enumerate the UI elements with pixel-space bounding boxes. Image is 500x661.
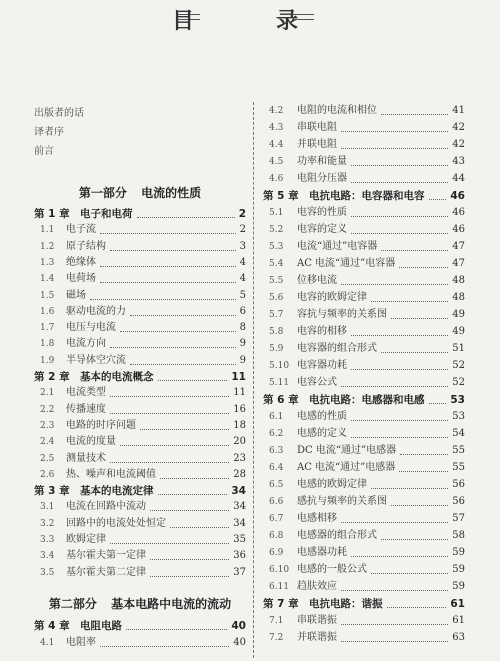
section-title: 传播速度	[66, 403, 106, 415]
page-number: 57	[450, 511, 465, 527]
page-number: 40	[231, 635, 246, 651]
page-number: 34	[231, 516, 246, 532]
dot-leader	[160, 478, 229, 479]
dot-leader	[126, 629, 227, 630]
page-number: 5	[238, 288, 246, 304]
dot-leader	[150, 510, 229, 511]
section-title: 电压与电流	[66, 322, 116, 334]
dot-leader	[100, 266, 236, 267]
section-number: 6.4	[269, 463, 284, 473]
section-title: 电阻的电流和相位	[297, 105, 377, 116]
part-title: 电流的性质	[141, 186, 202, 200]
page-number: 63	[450, 630, 465, 646]
toc-section-entry	[263, 358, 465, 374]
toc-section-entry	[263, 630, 465, 646]
column-divider	[253, 102, 254, 658]
section-title: 电容的欧姆定律	[297, 292, 367, 303]
section-title: 并联谐振	[297, 632, 337, 643]
section-number: 6.10	[269, 565, 290, 575]
section-number: 2.3	[40, 420, 55, 431]
dot-leader	[140, 429, 229, 430]
page-number: 11	[231, 371, 246, 383]
section-title: 电容的性质	[297, 207, 347, 218]
toc-chapter-entry	[263, 392, 465, 408]
toc-section-entry	[263, 579, 465, 595]
page-number: 20	[231, 434, 246, 450]
toc-section-entry	[34, 548, 246, 564]
toc-section-entry	[263, 409, 465, 425]
section-number: 7.2	[269, 633, 284, 643]
dot-leader	[351, 233, 448, 234]
toc-section-entry	[263, 307, 465, 323]
section-number: 6.1	[269, 412, 284, 422]
page-number: 4	[238, 255, 246, 271]
part-label: 第一部分	[78, 186, 127, 200]
toc-section-entry	[34, 353, 246, 369]
section-number: 3.4	[40, 551, 55, 562]
dot-leader	[341, 590, 448, 591]
toc-section-entry	[263, 290, 465, 306]
chapter-title: 电抗电路：电容器和电容	[309, 190, 425, 202]
dot-leader	[110, 543, 229, 544]
section-title: 电感的一般公式	[297, 564, 367, 575]
toc-section-entry	[263, 511, 465, 527]
section-title: 电路的时序问题	[66, 419, 136, 431]
page-number: 40	[231, 620, 246, 632]
section-title: 热、噪声和电流阈值	[66, 468, 156, 480]
dot-leader	[158, 494, 227, 495]
section-number: 3.5	[40, 567, 55, 578]
section-title: 电流“通过”电容器	[297, 241, 378, 252]
toc-section-entry	[263, 324, 465, 340]
page-number: 16	[231, 402, 246, 418]
toc-section-entry	[263, 154, 465, 170]
part-title: 基本电路中电流的流动	[111, 597, 232, 611]
front-matter-list	[34, 104, 84, 161]
section-number: 4.6	[269, 174, 284, 184]
dot-leader	[381, 539, 448, 540]
section-title: 欧姆定律	[66, 534, 106, 545]
section-number: 6.9	[269, 548, 284, 558]
dot-leader	[100, 646, 229, 647]
page-number: 8	[238, 320, 246, 336]
chapter-number: 第 7 章	[263, 598, 299, 610]
section-number: 5.1	[269, 208, 284, 218]
toc-chapter-entry	[263, 188, 465, 204]
section-number: 5.7	[269, 310, 284, 320]
page-number: 47	[450, 256, 465, 272]
toc-section-entry	[34, 467, 246, 483]
dot-leader	[381, 250, 448, 251]
section-title: 电流类型	[66, 387, 106, 399]
section-title: 位移电流	[297, 275, 337, 286]
chapter-number: 第 4 章	[34, 620, 70, 632]
toc-section-entry	[263, 562, 465, 578]
section-number: 6.2	[269, 429, 284, 439]
section-number: 1.4	[40, 274, 55, 285]
page-number: 46	[450, 205, 465, 221]
toc-chapter-entry	[34, 369, 246, 385]
page-number: 54	[450, 426, 465, 442]
dot-leader	[351, 335, 448, 336]
dot-leader	[120, 445, 229, 446]
section-number: 6.8	[269, 531, 284, 541]
section-number: 3.1	[40, 502, 55, 513]
toc-section-entry	[263, 477, 465, 493]
toc-section-entry	[34, 635, 246, 651]
toc-section-entry	[34, 499, 246, 515]
section-title: 基尔霍夫第一定律	[66, 550, 146, 562]
chapter-number: 第 2 章	[34, 371, 70, 383]
page-number: 9	[238, 336, 246, 352]
dot-leader	[399, 267, 448, 268]
page-number: 37	[231, 565, 246, 581]
page-number: 53	[450, 409, 465, 425]
section-title: 回路中的电流处处恒定	[66, 517, 166, 529]
toc-section-entry	[263, 205, 465, 221]
toc-section-entry	[34, 402, 246, 418]
page-number: 46	[450, 190, 465, 202]
dot-leader	[400, 454, 448, 455]
section-number: 5.10	[269, 361, 290, 371]
section-title: 感抗与频率的关系图	[297, 496, 387, 507]
dot-leader	[341, 641, 448, 642]
toc-section-entry	[34, 304, 246, 320]
toc-section-entry	[263, 256, 465, 272]
section-number: 5.9	[269, 344, 284, 354]
section-title: 串联谐振	[297, 615, 337, 626]
section-number: 4.2	[269, 106, 284, 116]
dot-leader	[351, 165, 448, 166]
section-title: 电流在回路中流动	[66, 501, 146, 513]
page-number: 51	[450, 341, 465, 357]
dot-leader	[100, 282, 236, 283]
section-title: 电容的定义	[297, 224, 347, 235]
section-number: 6.7	[269, 514, 284, 524]
chapter-number: 第 3 章	[34, 485, 70, 498]
toc-section-entry	[263, 273, 465, 289]
page-number: 59	[450, 562, 465, 578]
front-matter-item: 前言	[34, 146, 54, 157]
section-number: 1.1	[40, 225, 55, 236]
dot-leader	[351, 369, 448, 370]
dot-leader	[371, 573, 448, 574]
toc-chapter-entry	[263, 596, 465, 612]
section-number: 4.5	[269, 157, 284, 167]
dot-leader	[351, 437, 448, 438]
dot-leader	[391, 505, 448, 506]
page-number: 59	[450, 579, 465, 595]
section-title: AC 电流“通过”电感器	[297, 462, 396, 473]
dot-leader	[90, 299, 236, 300]
section-number: 1.7	[40, 323, 55, 334]
dot-leader	[381, 114, 448, 115]
page-number: 42	[450, 120, 465, 136]
dot-leader	[120, 331, 236, 332]
page-number: 18	[231, 418, 246, 434]
dot-leader	[429, 199, 446, 200]
section-title: 磁场	[66, 289, 86, 301]
section-number: 5.4	[269, 259, 284, 269]
title-ornament-right	[292, 14, 314, 20]
section-title: 电容的相移	[297, 326, 347, 337]
page-number: 28	[231, 467, 246, 483]
page-number: 2	[238, 222, 246, 238]
section-title: 电容器功耗	[297, 360, 347, 371]
toc-chapter-entry	[34, 483, 246, 499]
toc-section-entry	[263, 528, 465, 544]
dot-leader	[341, 284, 448, 285]
section-number: 6.3	[269, 446, 284, 456]
section-title: 电荷场	[66, 273, 96, 285]
dot-leader	[351, 556, 448, 557]
dot-leader	[371, 301, 448, 302]
page-title: 目 录	[171, 9, 328, 34]
page-number: 6	[238, 304, 246, 320]
section-number: 5.2	[269, 225, 284, 235]
dot-leader	[130, 315, 236, 316]
page-number: 53	[450, 394, 465, 406]
page-number: 11	[231, 385, 246, 401]
dot-leader	[351, 420, 448, 421]
dot-leader	[150, 559, 229, 560]
page-number: 58	[450, 528, 465, 544]
section-number: 3.3	[40, 535, 55, 545]
dot-leader	[110, 462, 229, 463]
section-number: 6.5	[269, 480, 284, 490]
dot-leader	[387, 607, 446, 608]
part-heading	[34, 594, 246, 614]
section-number: 4.4	[269, 140, 284, 150]
section-number: 3.2	[40, 518, 55, 529]
section-number: 5.6	[269, 293, 284, 303]
toc-section-entry	[34, 271, 246, 287]
page-number: 49	[450, 324, 465, 340]
toc-header	[0, 0, 500, 40]
section-number: 5.5	[269, 276, 284, 286]
section-number: 6.11	[269, 582, 290, 592]
toc-section-entry	[263, 103, 465, 119]
page-number: 61	[450, 598, 465, 610]
section-title: 电感器功耗	[297, 547, 347, 558]
section-number: 7.1	[269, 616, 284, 626]
chapter-title: 电抗电路：电感器和电感	[309, 394, 425, 406]
toc-section-entry	[34, 288, 246, 304]
toc-section-entry	[263, 443, 465, 459]
page-number: 9	[238, 353, 246, 369]
dot-leader	[170, 527, 229, 528]
toc-section-entry	[34, 385, 246, 401]
dot-leader	[341, 131, 448, 132]
section-title: DC 电流“通过”电感器	[297, 445, 397, 456]
section-title: 绝缘体	[66, 256, 96, 268]
dot-leader	[137, 217, 235, 218]
section-number: 1.2	[40, 241, 55, 252]
toc-section-entry	[34, 239, 246, 255]
section-title: 电容器的组合形式	[297, 343, 377, 354]
chapter-title: 电子和电荷	[80, 208, 133, 220]
page-number: 48	[450, 273, 465, 289]
toc-section-entry	[263, 375, 465, 391]
page-number: 4	[238, 271, 246, 287]
section-title: 串联电阻	[297, 122, 337, 133]
page-number: 42	[450, 137, 465, 153]
dot-leader	[351, 182, 448, 183]
section-title: 电阻分压器	[297, 173, 347, 184]
section-number: 1.9	[40, 355, 55, 366]
section-title: 并联电阻	[297, 139, 337, 150]
toc-section-entry	[263, 613, 465, 629]
section-number: 1.6	[40, 306, 55, 317]
section-number: 2.6	[40, 469, 55, 480]
toc-section-entry	[263, 426, 465, 442]
front-matter-item: 译者序	[34, 127, 64, 138]
page-number: 52	[450, 358, 465, 374]
section-title: 电感的欧姆定律	[297, 479, 367, 490]
page-number: 56	[450, 494, 465, 510]
section-title: 电流方向	[66, 338, 106, 350]
section-title: 电感的性质	[297, 411, 347, 422]
toc-section-entry	[263, 239, 465, 255]
dot-leader	[381, 352, 448, 353]
page-number: 3	[238, 239, 246, 255]
page-number: 46	[450, 222, 465, 238]
page-number: 61	[450, 613, 465, 629]
section-number: 2.1	[40, 388, 55, 399]
toc-section-entry	[34, 565, 246, 581]
toc-chapter-entry	[34, 206, 246, 222]
dot-leader	[100, 233, 236, 234]
section-number: 1.3	[40, 257, 55, 268]
toc-section-entry	[34, 255, 246, 271]
toc-section-entry	[34, 222, 246, 238]
section-number: 2.4	[40, 437, 55, 448]
front-matter-item: 出版者的话	[34, 108, 84, 119]
section-number: 2.2	[40, 404, 55, 415]
page-number: 43	[450, 154, 465, 170]
section-title: 电感相移	[297, 513, 337, 524]
section-title: 电感器的组合形式	[297, 530, 377, 541]
section-title: 电阻率	[66, 637, 96, 648]
toc-section-entry	[34, 418, 246, 434]
chapter-title: 电阻电路	[80, 620, 122, 632]
section-number: 4.3	[269, 123, 284, 133]
section-title: 电流的度量	[66, 436, 116, 448]
page-number: 34	[231, 485, 246, 498]
section-title: AC 电流“通过”电容器	[297, 258, 396, 269]
section-number: 6.6	[269, 497, 284, 507]
toc-section-entry	[263, 460, 465, 476]
toc-section-entry	[34, 532, 246, 548]
section-title: 电感的定义	[297, 428, 347, 439]
section-title: 基尔霍夫第二定律	[66, 566, 146, 578]
toc-section-entry	[263, 171, 465, 187]
dot-leader	[341, 386, 448, 387]
page-number: 47	[450, 239, 465, 255]
toc-section-entry	[263, 341, 465, 357]
dot-leader	[341, 624, 448, 625]
page-number: 55	[450, 460, 465, 476]
toc-section-entry	[34, 451, 246, 467]
toc-section-entry	[263, 222, 465, 238]
section-title: 功率和能量	[297, 156, 347, 167]
chapter-number: 第 6 章	[263, 394, 299, 406]
dot-leader	[110, 250, 236, 251]
page-number: 23	[231, 451, 246, 467]
section-number: 2.5	[40, 453, 55, 464]
page-number: 48	[450, 290, 465, 306]
toc-section-entry	[263, 120, 465, 136]
section-number: 4.1	[40, 638, 55, 648]
page-number: 55	[450, 443, 465, 459]
section-title: 原子结构	[66, 240, 106, 252]
dot-leader	[391, 318, 448, 319]
section-title: 趋肤效应	[297, 581, 337, 592]
page-number: 36	[231, 548, 246, 564]
toc-section-entry	[34, 516, 246, 532]
chapter-title: 基本的电流定律	[80, 485, 154, 498]
page-number: 2	[238, 208, 246, 220]
chapter-title: 电抗电路：谐振	[309, 598, 383, 610]
dot-leader	[130, 364, 236, 365]
page-number: 41	[450, 103, 465, 119]
dot-leader	[110, 413, 229, 414]
dot-leader	[158, 380, 227, 381]
section-title: 测量技术	[66, 452, 106, 464]
dot-leader	[399, 471, 448, 472]
dot-leader	[110, 347, 236, 348]
toc-section-entry	[34, 336, 246, 352]
dot-leader	[351, 216, 448, 217]
part-heading	[34, 183, 246, 203]
section-number: 5.11	[269, 378, 290, 388]
toc-section-entry	[263, 494, 465, 510]
chapter-number: 第 1 章	[34, 208, 70, 220]
page-number: 52	[450, 375, 465, 391]
dot-leader	[150, 576, 229, 577]
toc-section-entry	[263, 137, 465, 153]
page-number: 49	[450, 307, 465, 323]
section-title: 电子流	[66, 224, 96, 236]
dot-leader	[341, 522, 448, 523]
toc-section-entry	[34, 320, 246, 336]
page-number: 35	[231, 532, 246, 548]
section-title: 容抗与频率的关系图	[297, 309, 387, 320]
chapter-number: 第 5 章	[263, 190, 299, 202]
section-number: 1.5	[40, 290, 55, 301]
section-number: 5.8	[269, 327, 284, 337]
page-number: 34	[231, 499, 246, 515]
page-number: 56	[450, 477, 465, 493]
dot-leader	[429, 403, 446, 404]
toc-section-entry	[263, 545, 465, 561]
part-label: 第二部分	[48, 597, 97, 611]
page-number: 59	[450, 545, 465, 561]
dot-leader	[110, 396, 229, 397]
dot-leader	[371, 488, 448, 489]
chapter-title: 基本的电流概念	[80, 371, 154, 383]
section-title: 驱动电流的力	[66, 305, 126, 317]
section-number: 1.8	[40, 339, 55, 350]
section-number: 5.3	[269, 242, 284, 252]
page-number: 44	[450, 171, 465, 187]
dot-leader	[341, 148, 448, 149]
section-title: 电容公式	[297, 377, 337, 388]
section-title: 半导体空穴流	[66, 354, 126, 366]
toc-section-entry	[34, 434, 246, 450]
toc-chapter-entry	[34, 618, 246, 634]
